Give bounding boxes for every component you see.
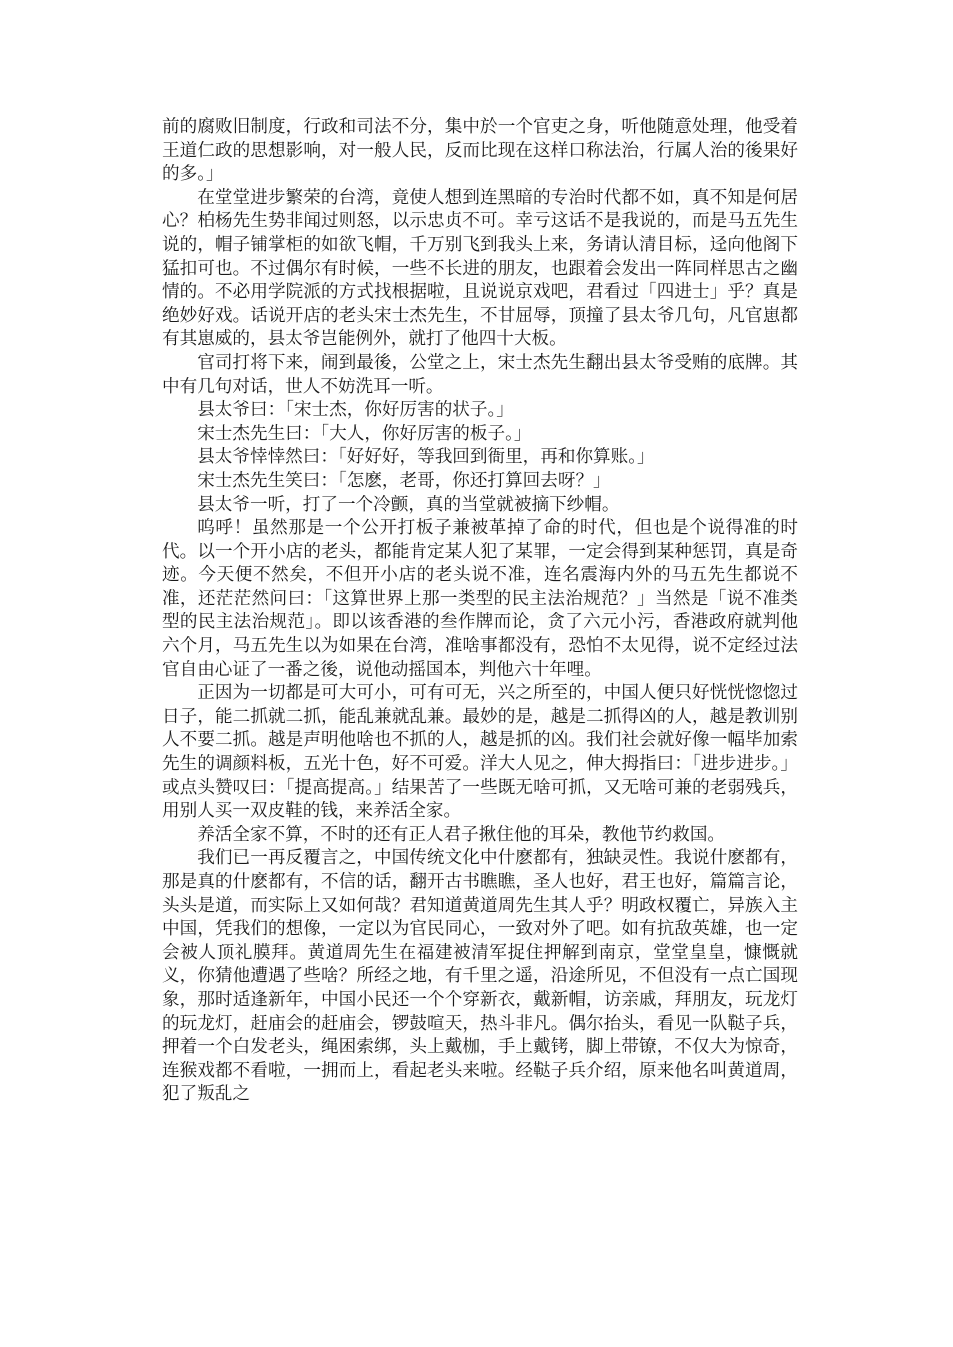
paragraph: 养活全家不算，不时的还有正人君子揪住他的耳朵，教他节约救国。 <box>197 824 726 845</box>
dialogue-line: 宋士杰先生曰：「大人，你好厉害的板子。」 <box>197 423 532 444</box>
dialogue-line: 县太爷悻悻然曰：「好好好，等我回到衙里，再和你算账。」 <box>197 447 655 468</box>
paragraph: 呜呼！虽然那是一个公开打板子兼被革掉了命的时代，但也是个说得准的时代。以一个开小店的老头，都能肯定某人犯了某罪，一定会得到某种惩罚，真是奇迹。今天便不然矣，不但开小店的老头说不准，连名震海内外的马五先生都说不准，还茫茫然问曰：「这算世界上那一类型的民主法治规范？」当然是「说不准类型的民主法治规范」。即以该香港的叁作牌而论，贪了六元小污，香港政府就判他六个月，马五先生以为如果在台湾，准啥事都没有，恐怕不太见得，说不定经过法官自由心证了一番之後，说他动摇国本，判他六十年哩。 <box>162 518 798 680</box>
paragraph: 在堂堂进步繁荣的台湾，竟使人想到连黑暗的专治时代都不如，真不知是何居心？柏杨先生势非闻过则怒，以示忠贞不可。幸亏这话不是我说的，而是马五先生说的，帽子铺掌柜的如欲飞帽，千万别飞到我头上来，务请认清目标，迳向他阁下猛扣可也。不过偶尔有时候，一些不长进的朋友，也跟着会发出一阵同样思古之幽情的。不必用学院派的方式找根据啦，且说说京戏吧，君看过「四进士」乎？真是绝妙好戏。话说开店的老头宋士杰先生，不甘屈辱，顶撞了县太爷几句，凡官崽都有其崽威的，县太爷岂能例外，就打了他四十大板。 <box>162 187 798 350</box>
paragraph: 县太爷一听，打了一个冷颤，真的当堂就被摘下纱帽。 <box>197 494 620 515</box>
paragraph: 前的腐败旧制度，行政和司法不分，集中於一个官吏之身，听他随意处理，他受着王道仁政的思想影响，对一般人民，反而比现在这样口称法治，行属人治的後果好的多。」 <box>162 117 798 185</box>
dialogue-line: 县太爷曰：「宋士杰，你好厉害的状子。」 <box>197 400 514 421</box>
paragraph: 我们已一再反覆言之，中国传统文化中什麽都有，独缺灵性。我说什麽都有，那是真的什麽都有，不信的话，翻开古书瞧瞧，圣人也好，君王也好，篇篇言论，头头是道，而实际上又如何哉？君知道黄道周先生其人乎？明政权覆亡，异族入主中国，凭我们的想像，一定以为官民同心，一致对外了吧。如有抗敌英雄，也一定会被人顶礼膜拜。黄道周先生在福建被清军捉住押解到南京，堂堂皇皇，慷慨就义，你猜他遭遇了些啥？所经之地，有千里之遥，沿途所见，不但没有一点亡国现象，那时适逢新年，中国小民还一个个穿新衣，戴新帽，访亲戚，拜朋友，玩龙灯的玩龙灯，赶庙会的赶庙会，锣鼓喧天，热斗非凡。偶尔抬头，看见一队鞑子兵，押着一个白发老头，绳困索绑，头上戴枷，手上戴铐，脚上带镣，不仅大为惊奇，连猴戏都不看啦，一拥而上，看起老头来啦。经鞑子兵介绍，原来他名叫黄道周，犯了叛乱之 <box>162 848 798 1105</box>
paragraph: 正因为一切都是可大可小，可有可无，兴之所至的，中国人便只好恍恍惚惚过日子，能二抓就二抓，能乱兼就乱兼。最妙的是，越是二抓得凶的人，越是教训别人不要二抓。越是声明他啥也不抓的人，越是抓的凶。我们社会就好像一幅毕加索先生的调颜料板，五光十色，好不可爱。洋大人见之，伸大拇指曰：「进步进步。」或点头赞叹曰：「提高提高。」结果苦了一些既无啥可抓，又无啥可兼的老弱残兵，用别人买一双皮鞋的钱，来养活全家。 <box>162 683 798 822</box>
dialogue-line: 宋士杰先生笑曰：「怎麽，老哥，你还打算回去呀？」 <box>197 470 611 491</box>
body-text <box>162 116 798 1107</box>
paragraph: 官司打将下来，闹到最後，公堂之上，宋士杰先生翻出县太爷受贿的底牌。其中有几句对话，世人不妨洗耳一听。 <box>162 352 798 397</box>
